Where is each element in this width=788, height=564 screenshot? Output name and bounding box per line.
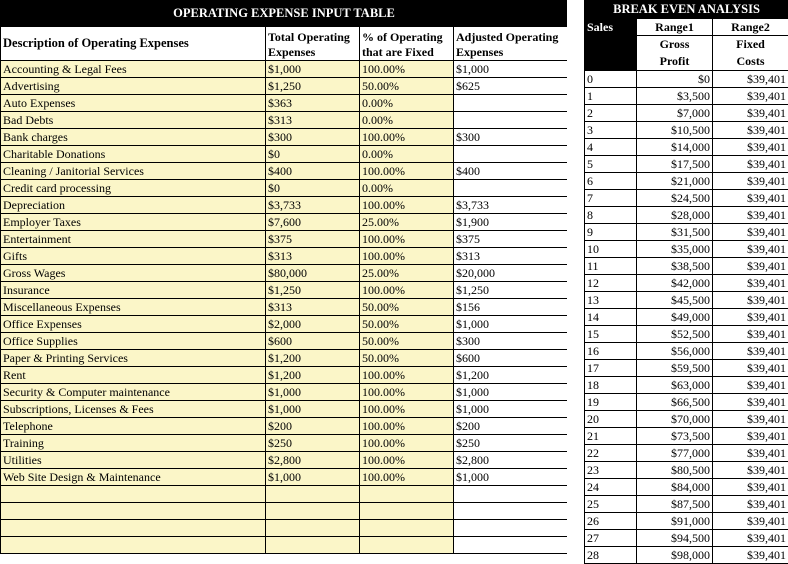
gross-profit-cell: $80,500 xyxy=(637,462,713,479)
break-even-row xyxy=(585,309,788,326)
expense-total-cell[interactable]: $80,000 xyxy=(266,265,360,282)
header-sales: Sales xyxy=(585,19,637,36)
break-even-row xyxy=(585,207,788,224)
break-even-row xyxy=(585,530,788,547)
expense-adjusted-cell xyxy=(454,180,568,197)
expense-adjusted-cell xyxy=(454,95,568,112)
sales-cell: 14 xyxy=(585,309,637,326)
expense-adjusted-cell: $300 xyxy=(454,333,568,350)
expense-row xyxy=(1,248,568,265)
gross-profit-cell: $56,000 xyxy=(637,343,713,360)
expense-description-cell[interactable]: Advertising xyxy=(1,78,266,95)
gross-profit-cell: $24,500 xyxy=(637,190,713,207)
break-even-row xyxy=(585,190,788,207)
break-even-row xyxy=(585,360,788,377)
gross-profit-cell: $59,500 xyxy=(637,360,713,377)
expense-percent-fixed-cell[interactable] xyxy=(360,537,454,554)
expense-total-cell[interactable]: $1,000 xyxy=(266,401,360,418)
fixed-costs-cell: $39,401 xyxy=(713,377,788,394)
expense-adjusted-cell: $1,900 xyxy=(454,214,568,231)
expense-description-cell[interactable]: Gross Wages xyxy=(1,265,266,282)
expense-total-cell[interactable] xyxy=(266,486,360,503)
expense-percent-fixed-cell[interactable]: 50.00% xyxy=(360,78,454,95)
gross-profit-cell: $35,000 xyxy=(637,241,713,258)
expense-description-cell[interactable] xyxy=(1,520,266,537)
expense-description-cell[interactable]: Bank charges xyxy=(1,129,266,146)
expense-percent-fixed-cell[interactable]: 100.00% xyxy=(360,384,454,401)
expense-description-cell[interactable]: Training xyxy=(1,435,266,452)
expense-description-cell[interactable]: Telephone xyxy=(1,418,266,435)
expense-row xyxy=(1,384,568,401)
fixed-costs-cell: $39,401 xyxy=(713,547,788,564)
expense-percent-fixed-cell[interactable]: 50.00% xyxy=(360,350,454,367)
expense-total-cell[interactable]: $400 xyxy=(266,163,360,180)
expense-adjusted-cell: $1,000 xyxy=(454,469,568,486)
expense-description-cell[interactable]: Entertainment xyxy=(1,231,266,248)
gross-profit-cell: $0 xyxy=(637,71,713,88)
header-description: Description of Operating Expenses xyxy=(1,27,266,61)
expense-description-cell[interactable]: Credit card processing xyxy=(1,180,266,197)
fixed-costs-cell: $39,401 xyxy=(713,173,788,190)
expense-row xyxy=(1,350,568,367)
expense-adjusted-cell: $3,733 xyxy=(454,197,568,214)
expense-total-cell[interactable]: $0 xyxy=(266,180,360,197)
fixed-costs-cell: $39,401 xyxy=(713,326,788,343)
expense-description-cell[interactable] xyxy=(1,537,266,554)
break-even-row xyxy=(585,173,788,190)
expense-description-cell[interactable]: Cleaning / Janitorial Services xyxy=(1,163,266,180)
expense-adjusted-cell: $400 xyxy=(454,163,568,180)
expense-row xyxy=(1,197,568,214)
break-even-row xyxy=(585,462,788,479)
expense-percent-fixed-cell[interactable]: 100.00% xyxy=(360,367,454,384)
expense-percent-fixed-cell[interactable]: 50.00% xyxy=(360,333,454,350)
expense-description-cell[interactable]: Web Site Design & Maintenance xyxy=(1,469,266,486)
expense-adjusted-cell: $1,000 xyxy=(454,384,568,401)
gross-profit-cell: $49,000 xyxy=(637,309,713,326)
expense-percent-fixed-cell[interactable]: 100.00% xyxy=(360,129,454,146)
expense-row xyxy=(1,78,568,95)
break-even-row xyxy=(585,292,788,309)
expense-total-cell[interactable]: $1,000 xyxy=(266,469,360,486)
expense-percent-fixed-cell[interactable]: 50.00% xyxy=(360,299,454,316)
sales-cell: 15 xyxy=(585,326,637,343)
break-even-title: BREAK EVEN ANALYSIS xyxy=(585,1,788,19)
break-even-row xyxy=(585,275,788,292)
fixed-costs-cell: $39,401 xyxy=(713,428,788,445)
expense-total-cell[interactable]: $1,000 xyxy=(266,384,360,401)
gross-profit-cell: $3,500 xyxy=(637,88,713,105)
expense-row xyxy=(1,469,568,486)
expense-row xyxy=(1,333,568,350)
expense-row xyxy=(1,214,568,231)
expense-adjusted-cell xyxy=(454,520,568,537)
expense-row xyxy=(1,299,568,316)
sales-cell: 2 xyxy=(585,105,637,122)
expense-description-cell[interactable]: Rent xyxy=(1,367,266,384)
expense-description-cell[interactable]: Office Supplies xyxy=(1,333,266,350)
sales-cell: 9 xyxy=(585,224,637,241)
fixed-costs-cell: $39,401 xyxy=(713,105,788,122)
gross-profit-cell: $31,500 xyxy=(637,224,713,241)
expense-adjusted-cell xyxy=(454,112,568,129)
expense-row xyxy=(1,61,568,78)
expense-total-cell[interactable]: $2,800 xyxy=(266,452,360,469)
expense-description-cell[interactable]: Utilities xyxy=(1,452,266,469)
expense-percent-fixed-cell[interactable]: 50.00% xyxy=(360,316,454,333)
break-even-row xyxy=(585,428,788,445)
expense-percent-fixed-cell[interactable]: 100.00% xyxy=(360,248,454,265)
expense-total-cell[interactable]: $3,733 xyxy=(266,197,360,214)
sales-cell: 5 xyxy=(585,156,637,173)
expense-adjusted-cell: $2,800 xyxy=(454,452,568,469)
fixed-costs-cell: $39,401 xyxy=(713,445,788,462)
expense-total-cell[interactable]: $1,000 xyxy=(266,61,360,78)
gross-profit-cell: $63,000 xyxy=(637,377,713,394)
expense-row xyxy=(1,401,568,418)
fixed-costs-cell: $39,401 xyxy=(713,309,788,326)
break-even-row xyxy=(585,156,788,173)
expense-adjusted-cell: $1,250 xyxy=(454,282,568,299)
expense-adjusted-cell xyxy=(454,503,568,520)
fixed-costs-cell: $39,401 xyxy=(713,224,788,241)
break-even-row xyxy=(585,411,788,428)
expense-row xyxy=(1,146,568,163)
expense-adjusted-cell: $300 xyxy=(454,129,568,146)
expense-adjusted-cell xyxy=(454,537,568,554)
gross-profit-cell: $17,500 xyxy=(637,156,713,173)
expense-percent-fixed-cell[interactable]: 100.00% xyxy=(360,452,454,469)
expense-row xyxy=(1,537,568,554)
header-range1: Range1 xyxy=(637,19,713,36)
expense-description-cell[interactable]: Auto Expenses xyxy=(1,95,266,112)
break-even-row xyxy=(585,326,788,343)
expense-total-cell[interactable] xyxy=(266,537,360,554)
fixed-costs-cell: $39,401 xyxy=(713,275,788,292)
expense-description-cell[interactable]: Insurance xyxy=(1,282,266,299)
expense-percent-fixed-cell[interactable] xyxy=(360,503,454,520)
sales-cell: 27 xyxy=(585,530,637,547)
expense-row xyxy=(1,435,568,452)
expense-description-cell[interactable]: Subscriptions, Licenses & Fees xyxy=(1,401,266,418)
break-even-row xyxy=(585,496,788,513)
break-even-row xyxy=(585,258,788,275)
expense-row xyxy=(1,503,568,520)
expense-adjusted-cell xyxy=(454,146,568,163)
gross-profit-cell: $38,500 xyxy=(637,258,713,275)
sales-cell: 12 xyxy=(585,275,637,292)
expense-percent-fixed-cell[interactable]: 100.00% xyxy=(360,61,454,78)
expense-percent-fixed-cell[interactable] xyxy=(360,486,454,503)
expense-row xyxy=(1,418,568,435)
header-fixed-costs: Fixed Costs xyxy=(713,36,788,71)
expense-row xyxy=(1,282,568,299)
expense-adjusted-cell: $1,200 xyxy=(454,367,568,384)
header-range2: Range2 xyxy=(713,19,788,36)
fixed-costs-cell: $39,401 xyxy=(713,258,788,275)
expense-row xyxy=(1,231,568,248)
expense-total-cell[interactable]: $300 xyxy=(266,129,360,146)
expense-percent-fixed-cell[interactable]: 100.00% xyxy=(360,435,454,452)
break-even-row xyxy=(585,105,788,122)
expense-percent-fixed-cell[interactable]: 100.00% xyxy=(360,282,454,299)
expense-description-cell[interactable]: Paper & Printing Services xyxy=(1,350,266,367)
sales-cell: 24 xyxy=(585,479,637,496)
break-even-row xyxy=(585,88,788,105)
expense-adjusted-cell: $313 xyxy=(454,248,568,265)
break-even-row xyxy=(585,479,788,496)
expense-percent-fixed-cell[interactable]: 100.00% xyxy=(360,163,454,180)
fixed-costs-cell: $39,401 xyxy=(713,394,788,411)
table-separator xyxy=(567,0,584,563)
fixed-costs-cell: $39,401 xyxy=(713,411,788,428)
header-adjusted-operating-expenses: Adjusted Operating Expenses xyxy=(454,27,568,61)
expense-total-cell[interactable]: $250 xyxy=(266,435,360,452)
expense-description-cell[interactable]: Depreciation xyxy=(1,197,266,214)
expense-adjusted-cell: $375 xyxy=(454,231,568,248)
expense-percent-fixed-cell[interactable]: 0.00% xyxy=(360,112,454,129)
gross-profit-cell: $10,500 xyxy=(637,122,713,139)
header-gross-profit: Gross Profit xyxy=(637,36,713,71)
break-even-row xyxy=(585,343,788,360)
break-even-row xyxy=(585,394,788,411)
sales-cell: 25 xyxy=(585,496,637,513)
sales-cell: 22 xyxy=(585,445,637,462)
expense-percent-fixed-cell[interactable]: 100.00% xyxy=(360,231,454,248)
expense-adjusted-cell: $625 xyxy=(454,78,568,95)
sales-cell: 3 xyxy=(585,122,637,139)
gross-profit-cell: $28,000 xyxy=(637,207,713,224)
expense-total-cell[interactable]: $1,250 xyxy=(266,282,360,299)
gross-profit-cell: $84,000 xyxy=(637,479,713,496)
expense-total-cell[interactable]: $600 xyxy=(266,333,360,350)
sales-cell: 10 xyxy=(585,241,637,258)
sales-cell: 16 xyxy=(585,343,637,360)
gross-profit-cell: $52,500 xyxy=(637,326,713,343)
expense-total-cell[interactable]: $1,200 xyxy=(266,350,360,367)
break-even-analysis-table xyxy=(584,0,788,564)
sales-cell: 21 xyxy=(585,428,637,445)
expense-description-cell[interactable]: Office Expenses xyxy=(1,316,266,333)
expense-description-cell[interactable]: Gifts xyxy=(1,248,266,265)
fixed-costs-cell: $39,401 xyxy=(713,292,788,309)
gross-profit-cell: $42,000 xyxy=(637,275,713,292)
sales-cell: 1 xyxy=(585,88,637,105)
expense-row xyxy=(1,163,568,180)
expense-percent-fixed-cell[interactable] xyxy=(360,520,454,537)
expense-row xyxy=(1,452,568,469)
sales-cell: 11 xyxy=(585,258,637,275)
gross-profit-cell: $45,500 xyxy=(637,292,713,309)
break-even-row xyxy=(585,241,788,258)
expense-percent-fixed-cell[interactable]: 100.00% xyxy=(360,418,454,435)
header-total-operating-expenses: Total Operating Expenses xyxy=(266,27,360,61)
gross-profit-cell: $70,000 xyxy=(637,411,713,428)
expense-row xyxy=(1,112,568,129)
expense-total-cell[interactable]: $313 xyxy=(266,299,360,316)
expense-description-cell[interactable]: Miscellaneous Expenses xyxy=(1,299,266,316)
break-even-row xyxy=(585,224,788,241)
fixed-costs-cell: $39,401 xyxy=(713,462,788,479)
gross-profit-cell: $91,000 xyxy=(637,513,713,530)
expense-total-cell[interactable]: $0 xyxy=(266,146,360,163)
expense-row xyxy=(1,180,568,197)
sales-cell: 20 xyxy=(585,411,637,428)
fixed-costs-cell: $39,401 xyxy=(713,496,788,513)
sales-cell: 28 xyxy=(585,547,637,564)
sales-cell: 4 xyxy=(585,139,637,156)
expense-description-cell[interactable] xyxy=(1,503,266,520)
expense-total-cell[interactable]: $1,250 xyxy=(266,78,360,95)
expense-adjusted-cell: $250 xyxy=(454,435,568,452)
fixed-costs-cell: $39,401 xyxy=(713,241,788,258)
sales-cell: 8 xyxy=(585,207,637,224)
expense-percent-fixed-cell[interactable]: 0.00% xyxy=(360,95,454,112)
gross-profit-cell: $7,000 xyxy=(637,105,713,122)
gross-profit-cell: $66,500 xyxy=(637,394,713,411)
break-even-row xyxy=(585,71,788,88)
expense-percent-fixed-cell[interactable]: 0.00% xyxy=(360,146,454,163)
expense-adjusted-cell: $1,000 xyxy=(454,401,568,418)
sales-cell: 17 xyxy=(585,360,637,377)
fixed-costs-cell: $39,401 xyxy=(713,88,788,105)
fixed-costs-cell: $39,401 xyxy=(713,156,788,173)
expense-total-cell[interactable]: $200 xyxy=(266,418,360,435)
fixed-costs-cell: $39,401 xyxy=(713,207,788,224)
fixed-costs-cell: $39,401 xyxy=(713,71,788,88)
expense-row xyxy=(1,95,568,112)
expense-percent-fixed-cell[interactable]: 100.00% xyxy=(360,469,454,486)
expense-description-cell[interactable]: Accounting & Legal Fees xyxy=(1,61,266,78)
break-even-row xyxy=(585,377,788,394)
expense-description-cell[interactable]: Charitable Donations xyxy=(1,146,266,163)
sales-cell: 0 xyxy=(585,71,637,88)
gross-profit-cell: $73,500 xyxy=(637,428,713,445)
fixed-costs-cell: $39,401 xyxy=(713,360,788,377)
header-percent-fixed: % of Operating that are Fixed xyxy=(360,27,454,61)
expense-row xyxy=(1,367,568,384)
expense-row xyxy=(1,316,568,333)
break-even-row xyxy=(585,513,788,530)
expense-total-cell[interactable]: $313 xyxy=(266,248,360,265)
expense-total-cell[interactable]: $7,600 xyxy=(266,214,360,231)
expense-adjusted-cell: $200 xyxy=(454,418,568,435)
expense-adjusted-cell: $20,000 xyxy=(454,265,568,282)
header-sales-filler xyxy=(585,36,637,71)
expense-adjusted-cell: $1,000 xyxy=(454,61,568,78)
expense-total-cell[interactable]: $375 xyxy=(266,231,360,248)
sales-cell: 13 xyxy=(585,292,637,309)
gross-profit-cell: $77,000 xyxy=(637,445,713,462)
gross-profit-cell: $98,000 xyxy=(637,547,713,564)
expense-total-cell[interactable]: $2,000 xyxy=(266,316,360,333)
break-even-row xyxy=(585,122,788,139)
expense-adjusted-cell: $600 xyxy=(454,350,568,367)
expense-total-cell[interactable] xyxy=(266,520,360,537)
break-even-row xyxy=(585,547,788,564)
expense-description-cell[interactable]: Bad Debts xyxy=(1,112,266,129)
expense-description-cell[interactable]: Employer Taxes xyxy=(1,214,266,231)
expense-total-cell[interactable]: $1,200 xyxy=(266,367,360,384)
expense-percent-fixed-cell[interactable]: 100.00% xyxy=(360,401,454,418)
expense-description-cell[interactable] xyxy=(1,486,266,503)
fixed-costs-cell: $39,401 xyxy=(713,530,788,547)
expense-percent-fixed-cell[interactable]: 25.00% xyxy=(360,265,454,282)
gross-profit-cell: $94,500 xyxy=(637,530,713,547)
expense-description-cell[interactable]: Security & Computer maintenance xyxy=(1,384,266,401)
expense-total-cell[interactable]: $363 xyxy=(266,95,360,112)
gross-profit-cell: $21,000 xyxy=(637,173,713,190)
fixed-costs-cell: $39,401 xyxy=(713,122,788,139)
expense-row xyxy=(1,129,568,146)
sales-cell: 7 xyxy=(585,190,637,207)
gross-profit-cell: $87,500 xyxy=(637,496,713,513)
expense-percent-fixed-cell[interactable]: 0.00% xyxy=(360,180,454,197)
expense-adjusted-cell: $1,000 xyxy=(454,316,568,333)
expense-adjusted-cell xyxy=(454,486,568,503)
fixed-costs-cell: $39,401 xyxy=(713,479,788,496)
sales-cell: 19 xyxy=(585,394,637,411)
expense-row xyxy=(1,486,568,503)
expense-total-cell[interactable] xyxy=(266,503,360,520)
sales-cell: 26 xyxy=(585,513,637,530)
fixed-costs-cell: $39,401 xyxy=(713,190,788,207)
operating-expense-title: OPERATING EXPENSE INPUT TABLE xyxy=(1,1,568,27)
gross-profit-cell: $14,000 xyxy=(637,139,713,156)
fixed-costs-cell: $39,401 xyxy=(713,513,788,530)
expense-total-cell[interactable]: $313 xyxy=(266,112,360,129)
expense-adjusted-cell: $156 xyxy=(454,299,568,316)
expense-percent-fixed-cell[interactable]: 100.00% xyxy=(360,197,454,214)
sales-cell: 18 xyxy=(585,377,637,394)
fixed-costs-cell: $39,401 xyxy=(713,343,788,360)
sales-cell: 6 xyxy=(585,173,637,190)
expense-row xyxy=(1,520,568,537)
sales-cell: 23 xyxy=(585,462,637,479)
fixed-costs-cell: $39,401 xyxy=(713,139,788,156)
break-even-row xyxy=(585,445,788,462)
expense-percent-fixed-cell[interactable]: 25.00% xyxy=(360,214,454,231)
expense-row xyxy=(1,265,568,282)
break-even-row xyxy=(585,139,788,156)
